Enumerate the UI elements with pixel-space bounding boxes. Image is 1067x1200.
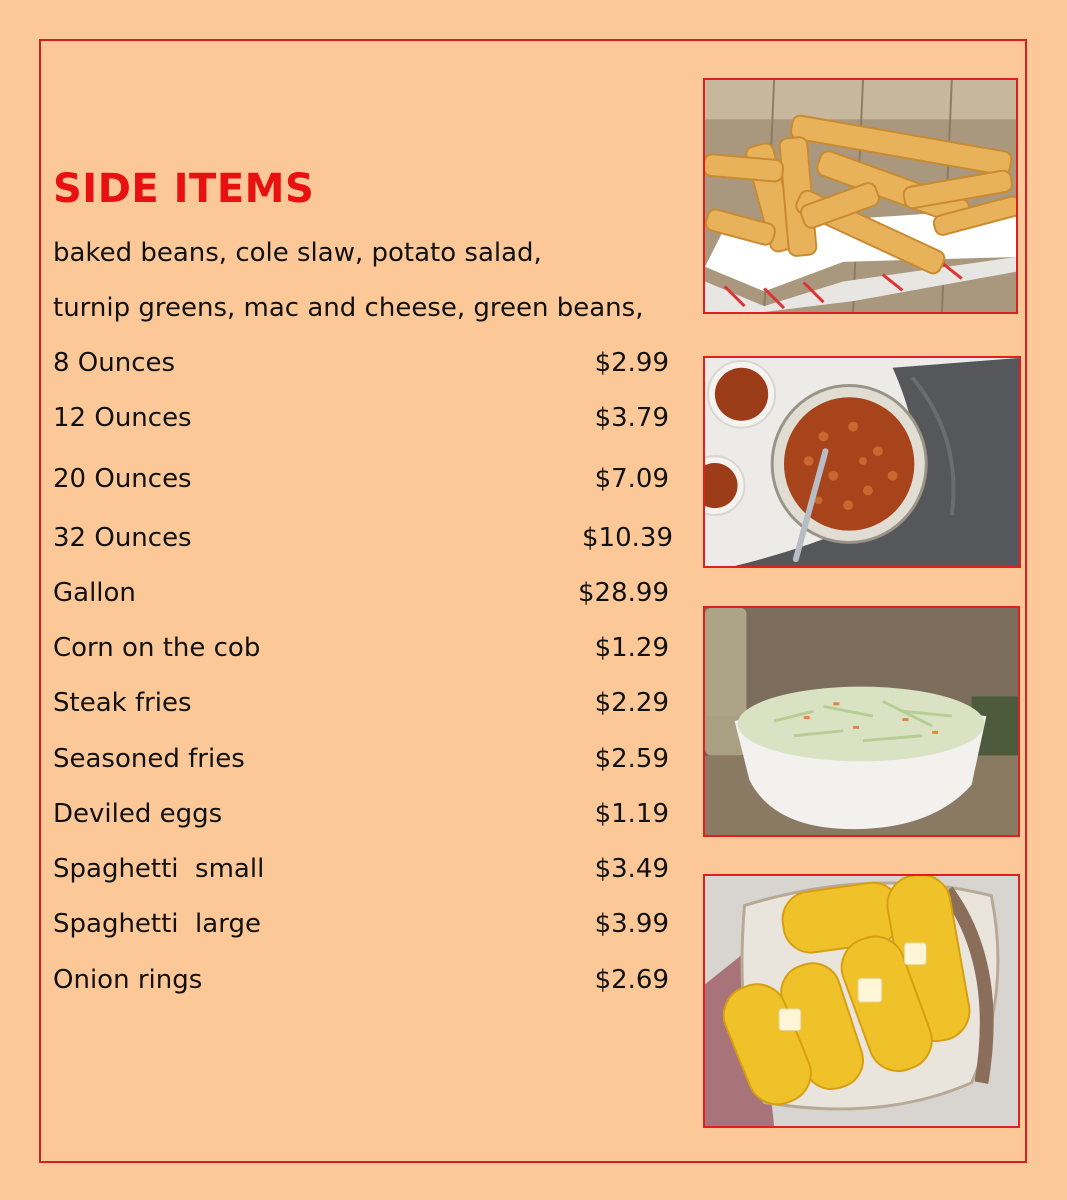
menu-item-name: 12 Ounces: [53, 403, 192, 433]
menu-item-price: $10.39: [582, 523, 673, 553]
menu-item-name: Corn on the cob: [53, 633, 261, 663]
menu-item: [53, 854, 673, 888]
menu-item-price: $3.49: [594, 854, 669, 884]
corn-on-the-cob-photo: [703, 874, 1020, 1128]
menu-item-price: $1.19: [594, 799, 669, 829]
menu-item-price: $2.69: [594, 965, 669, 995]
page-title: SIDE ITEMS: [53, 166, 315, 212]
menu-item-name: Spaghetti large: [53, 909, 261, 939]
menu-item-name: Spaghetti small: [53, 854, 265, 884]
menu-item: [53, 909, 673, 943]
menu-item-name: 20 Ounces: [53, 464, 192, 494]
baked-beans-photo: [703, 356, 1021, 568]
menu-item-name: 8 Ounces: [53, 348, 176, 378]
menu-item-name: Seasoned fries: [53, 744, 245, 774]
menu-item: [53, 464, 673, 498]
menu-item-price: $2.59: [594, 744, 669, 774]
description-line-1: baked beans, cole slaw, potato salad,: [53, 238, 542, 268]
menu-item-price: $2.29: [594, 688, 669, 718]
menu-item-price: $7.09: [594, 464, 669, 494]
menu-item-name: Steak fries: [53, 688, 192, 718]
menu-item-price: $3.79: [594, 403, 669, 433]
menu-item: [53, 688, 673, 722]
menu-item: [53, 403, 673, 437]
description-line-2: turnip greens, mac and cheese, green beans,: [53, 293, 644, 323]
menu-item-name: 32 Ounces: [53, 523, 192, 553]
menu-item-name: Deviled eggs: [53, 799, 223, 829]
cole-slaw-photo: [703, 606, 1020, 837]
menu-item: [53, 523, 673, 557]
menu-item: [53, 965, 673, 999]
menu-item-price: $28.99: [578, 578, 669, 608]
menu-item-name: Onion rings: [53, 965, 203, 995]
menu-item: [53, 744, 673, 778]
menu-item: [53, 799, 673, 833]
menu-item-price: $2.99: [594, 348, 669, 378]
menu-item: [53, 578, 673, 612]
menu-item-name: Gallon: [53, 578, 136, 608]
menu-item: [53, 348, 673, 382]
menu-item: [53, 633, 673, 667]
menu-item-price: $1.29: [594, 633, 669, 663]
menu-item-price: $3.99: [594, 909, 669, 939]
steak-fries-photo: [703, 78, 1018, 314]
